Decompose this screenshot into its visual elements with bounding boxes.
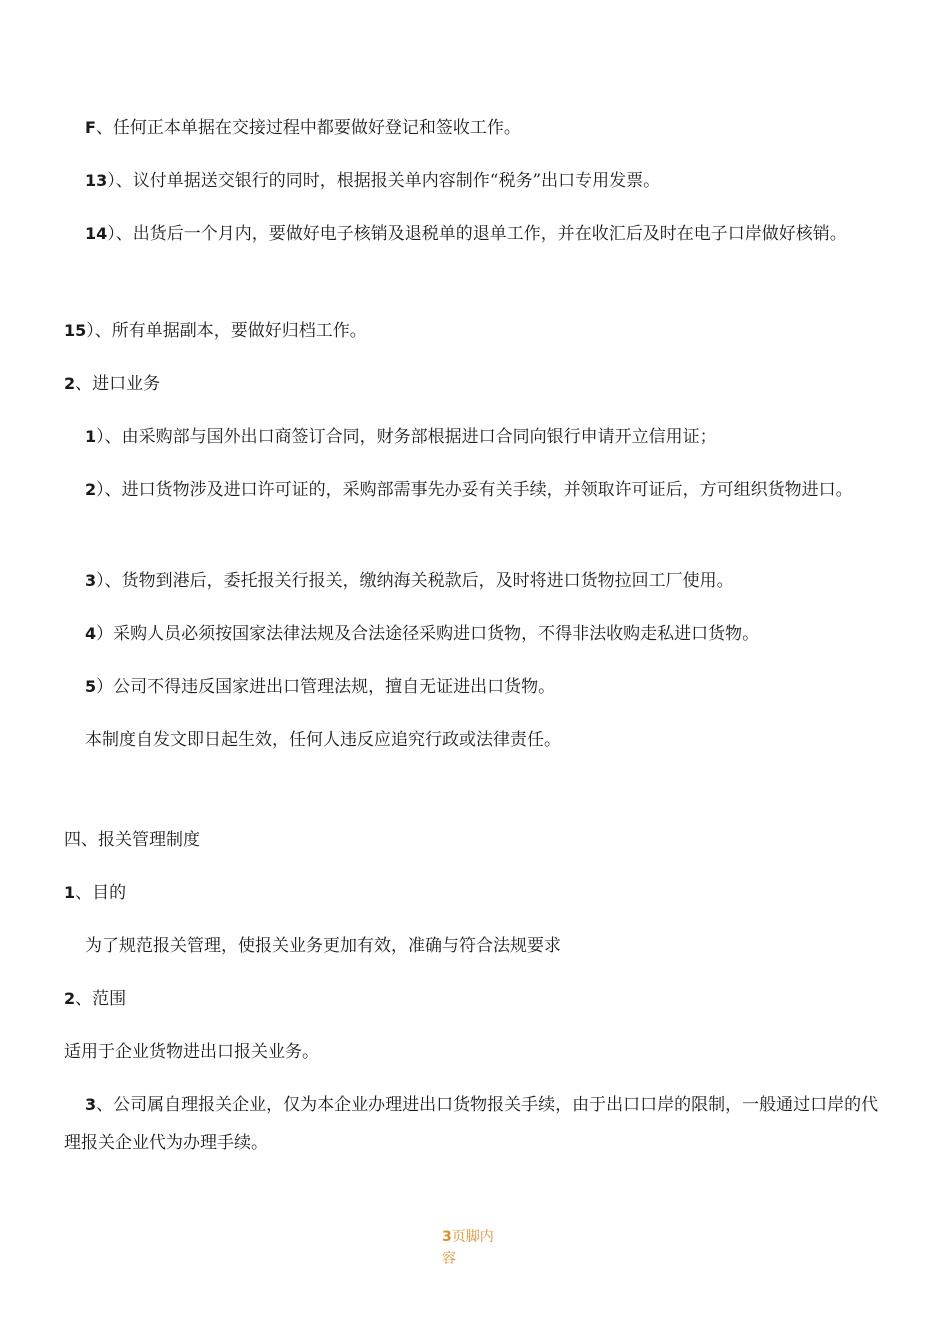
paragraph-number: 13 (85, 171, 108, 190)
paragraph-text: ）采购人员必须按国家法律法规及合法途径采购进口货物，不得非法收购走私进口货物。 (96, 624, 760, 644)
heading-text: 、进口业务 (75, 374, 161, 394)
paragraph-number: 4 (85, 624, 97, 643)
paragraph-self-declaration (64, 1086, 894, 1162)
paragraph-import-3 (64, 562, 894, 600)
heading-number: 2 (64, 989, 76, 1008)
paragraph-number: 15 (64, 321, 87, 340)
footer-text: 页脚内容 (442, 1229, 494, 1267)
paragraph-scope (64, 1033, 894, 1071)
heading-purpose (64, 874, 894, 912)
paragraph-text: ）、所有单据副本，要做好归档工作。 (86, 321, 367, 341)
paragraph-number: 5 (85, 677, 97, 696)
paragraph-import-5 (64, 668, 894, 706)
paragraph-text: ）、出货后一个月内，要做好电子核销及退税单的退单工作，并在收汇后及时在电子口岸做好核销。 (107, 224, 847, 244)
paragraph-text: 为了规范报关管理，使报关业务更加有效，准确与符合法规要求 (85, 936, 561, 956)
paragraph-text: 、任何正本单据在交接过程中都要做好登记和签收工作。 (95, 118, 521, 138)
paragraph-text: ）、货物到港后，委托报关行报关，缴纳海关税款后，及时将进口货物拉回工厂使用。 (96, 571, 734, 591)
page-footer (442, 1226, 506, 1270)
paragraph-text: ）、由采购部与国外出口商签订合同，财务部根据进口合同向银行申请开立信用证； (96, 427, 717, 447)
paragraph-text: ）、进口货物涉及进口许可证的，采购部需事先办妥有关手续，并领取许可证后，方可组织货物进口。 (96, 480, 853, 500)
paragraph-text: ）公司不得违反国家进出口管理法规，擅自无证进出口货物。 (96, 677, 556, 697)
paragraph-text: 本制度自发文即日起生效，任何人违反应追究行政或法律责任。 (85, 730, 561, 750)
paragraph-import-1 (64, 418, 894, 456)
paragraph-text: ）、议付单据送交银行的同时，根据报关单内容制作“税务”出口专用发票。 (107, 171, 661, 191)
paragraph-number: F (85, 118, 96, 137)
heading-number: 2 (64, 374, 76, 393)
section-heading-text: 四、报关管理制度 (64, 830, 200, 850)
paragraph-number: 3 (85, 1095, 97, 1114)
paragraph-text: 、公司属自理报关企业，仅为本企业办理进出口货物报关手续，由于出口口岸的限制，一般通过口岸的代理报关企业代为办理手续。 (64, 1095, 879, 1153)
heading-scope (64, 980, 894, 1018)
heading-number: 1 (64, 883, 76, 902)
heading-import-business (64, 365, 894, 403)
paragraph-15-archive (64, 312, 894, 350)
section-heading-customs-management (64, 821, 894, 859)
footer-page-number: 3 (442, 1229, 452, 1245)
paragraph-text: 适用于企业货物进出口报关业务。 (64, 1042, 319, 1062)
paragraph-14-verification (64, 215, 894, 253)
paragraph-number: 3 (85, 571, 97, 590)
paragraph-number: 2 (85, 480, 97, 499)
heading-text: 、范围 (75, 989, 127, 1009)
heading-text: 、目的 (75, 883, 127, 903)
paragraph-purpose (64, 927, 894, 965)
paragraph-import-4 (64, 615, 894, 653)
paragraph-number: 14 (85, 224, 108, 243)
paragraph-number: 1 (85, 427, 97, 446)
paragraph-f-originals (64, 109, 894, 147)
paragraph-13-invoice (64, 162, 894, 200)
paragraph-effective-notice (64, 721, 894, 759)
paragraph-import-2 (64, 471, 894, 509)
